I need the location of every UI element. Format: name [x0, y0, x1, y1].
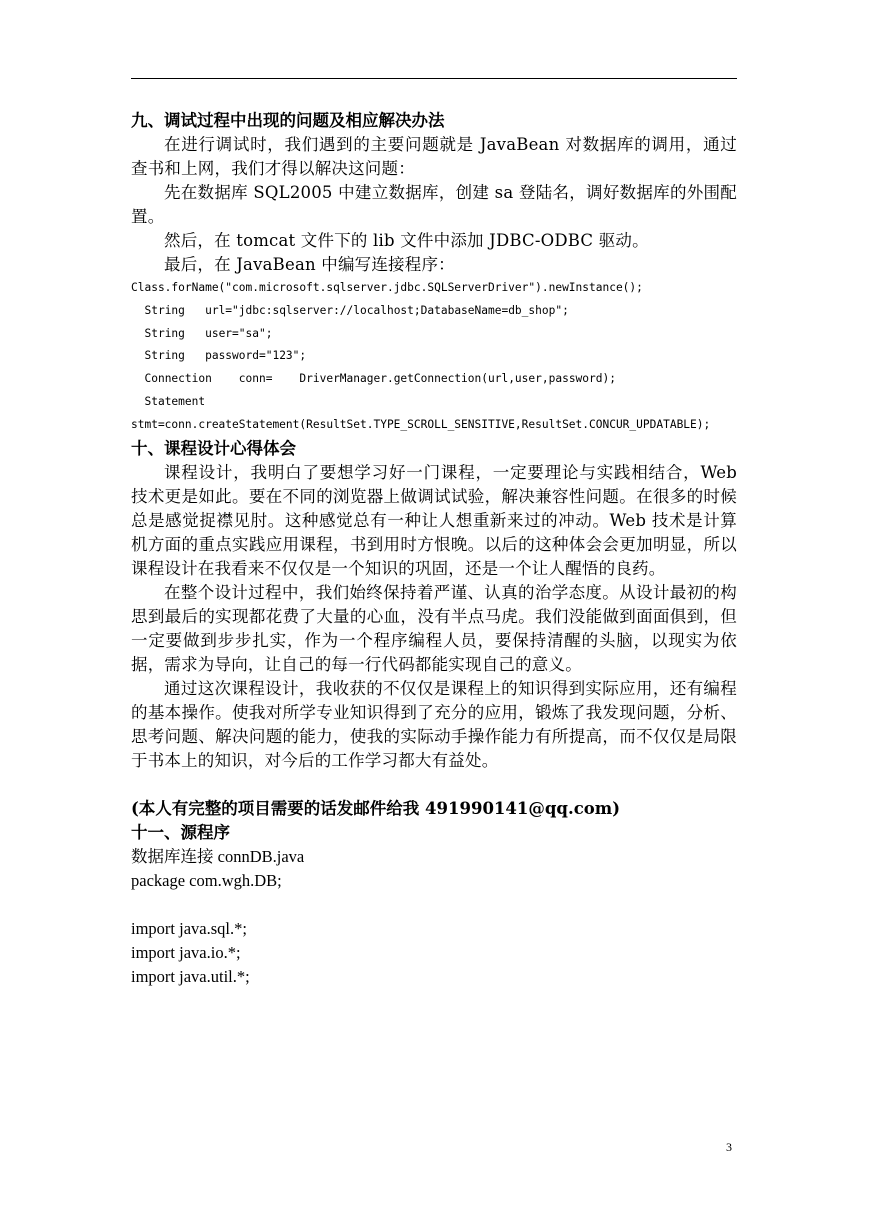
section9-paragraph: 然后，在 tomcat 文件下的 lib 文件中添加 JDBC-ODBC 驱动。 [164, 231, 649, 250]
email-note: (本人有完整的项目需要的话发邮件给我 491990141@qq.com) [131, 798, 621, 818]
code-line: Statement [131, 394, 206, 408]
page-number: 3 [726, 1140, 732, 1154]
header-rule [131, 78, 737, 79]
section10-paragraph: 在整个设计过程中，我们始终保持着严谨、认真的治学态度。从设计最初的构思到最后的实现都花费了大量的心血，没有半点马虎。我们没能做到面面俱到，但一定要做到步步扎实，作为一个程序编程人员，要保持清醒的头脑，以现实为依据，需求为导向，让自己的每一行代码都能实现自己的意义。 [131, 582, 737, 674]
code-line: Connection conn= DriverManager.getConnection(url,user,password); [131, 372, 616, 386]
section9-paragraph: 在进行调试时，我们遇到的主要问题就是 JavaBean 对数据库的调用，通过查书和上网，我们才得以解决这问题： [131, 135, 737, 178]
section9-heading: 九、调试过程中出现的问题及相应解决办法 [131, 111, 445, 130]
code-line: String user="sa"; [131, 326, 273, 340]
code-line: Class.forName("com.microsoft.sqlserver.jdbc.SQLServerDriver").newInstance(); [131, 281, 643, 294]
source-line: import java.io.*; [131, 942, 241, 962]
section9-paragraph: 最后，在 JavaBean 中编写连接程序： [164, 255, 455, 274]
section9-paragraph: 先在数据库 SQL2005 中建立数据库，创建 sa 登陆名，调好数据库的外围配置。 [131, 183, 737, 226]
section10-paragraph: 课程设计，我明白了要想学习好一门课程，一定要理论与实践相结合，Web 技术更是如此。要在不同的浏览器上做调试试验，解决兼容性问题。在很多的时候总是感觉捉襟见肘。这种感觉总有一种让人想重新来过的冲动。Web 技术是计算机方面的重点实践应用课程，书到用时方恨晚。以后的这种体会会更加明显，所以课程设计在我看来不仅仅是一个知识的巩固，还是一个让人醒悟的良药。 [131, 462, 737, 578]
document-body [131, 109, 737, 989]
code-line: stmt=conn.createStatement(ResultSet.TYPE_SCROLL_SENSITIVE,ResultSet.CONCUR_UPDATABLE); [131, 417, 711, 431]
source-line: import java.util.*; [131, 966, 250, 986]
code-line: String password="123"; [131, 349, 307, 363]
code-line: String url="jdbc:sqlserver://localhost;DatabaseName=db_shop"; [131, 303, 569, 317]
source-line: package com.wgh.DB; [131, 870, 282, 890]
section10-paragraph: 通过这次课程设计，我收获的不仅仅是课程上的知识得到实际应用，还有编程的基本操作。使我对所学专业知识得到了充分的应用，锻炼了我发现问题，分析、思考问题、解决问题的能力，使我的实际动手操作能力有所提高，而不仅仅是局限于书本上的知识，对今后的工作学习都大有益处。 [131, 678, 737, 770]
source-line: 数据库连接 connDB.java [131, 846, 305, 866]
source-line: import java.sql.*; [131, 918, 247, 938]
code-block [131, 277, 737, 437]
section10-heading: 十、课程设计心得体会 [131, 438, 296, 458]
section11-heading: 十一、源程序 [131, 822, 230, 842]
